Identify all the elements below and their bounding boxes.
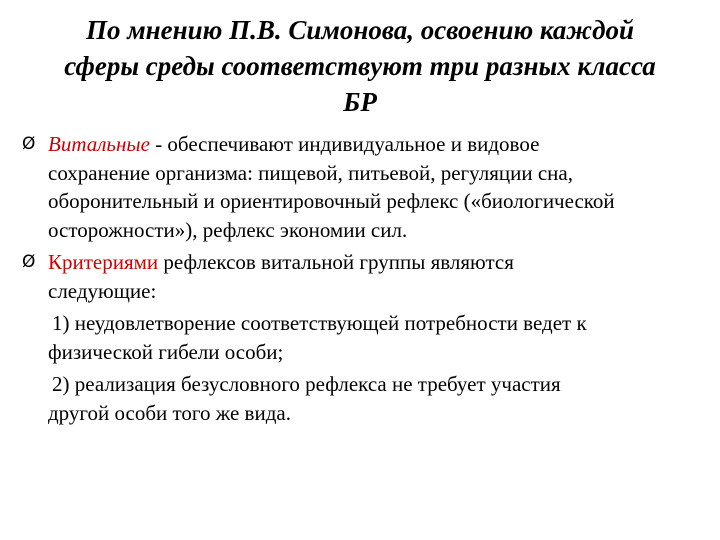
bullet-vital <box>22 130 702 244</box>
bullet-criteria <box>22 248 702 427</box>
slide-title <box>40 12 680 120</box>
slide-body <box>22 130 702 427</box>
bullet-vital-line-3: оборонительный и ориентировочный рефлекс («биологической <box>48 189 615 213</box>
title-line-2: сферы среды соответствуют три разных класса <box>64 51 656 81</box>
arrow-bullet-icon: Ø <box>22 252 36 272</box>
criteria-item-1-line-2: физической гибели особи; <box>48 339 284 364</box>
arrow-bullet-icon: Ø <box>22 134 36 154</box>
bullet-vital-text-1: - обеспечивают индивидуальное и видовое <box>149 132 540 156</box>
title-line-1: По мнению П.В. Симонова, освоению каждой <box>85 15 635 45</box>
criteria-item-2-line-2: другой особи того же вида. <box>48 400 291 425</box>
bullet-vital-line-2: сохранение организма: пищевой, питьевой, регуляции сна, <box>48 160 573 185</box>
term-vital: Витальные <box>48 132 150 156</box>
bullet-vital-line-1 <box>48 130 702 159</box>
bullet-criteria-line-2: следующие: <box>48 278 157 303</box>
term-criteria: Критериями <box>48 250 159 274</box>
criteria-item-1-line-1: 1) неудовлетворение соответствующей потребности ведет к <box>52 311 587 335</box>
bullet-vital-line-4: осторожности»), рефлекс экономии сил. <box>48 217 408 242</box>
title-line-3: БР <box>343 87 377 117</box>
bullet-criteria-line-1 <box>48 248 702 277</box>
bullet-criteria-text-1: рефлексов витальной группы являются <box>158 250 514 274</box>
criteria-item-2-line-1: 2) реализация безусловного рефлекса не требует участия <box>52 372 561 396</box>
